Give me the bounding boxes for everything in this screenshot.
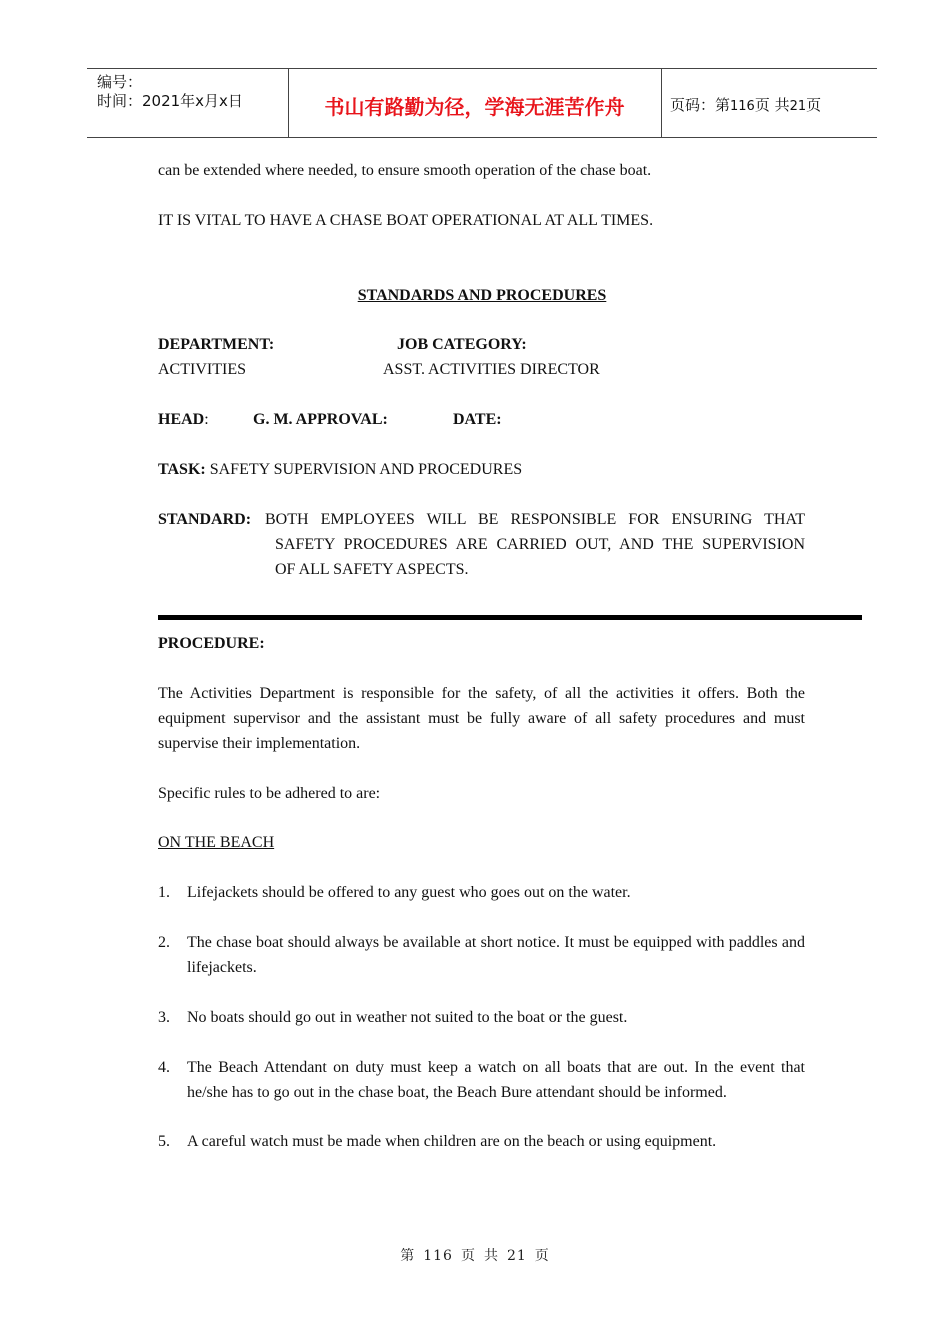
time-label: 时间：2021年x月x日	[97, 92, 243, 110]
head-colon: :	[204, 411, 209, 428]
footer-di: 第	[400, 1248, 416, 1264]
procedure-paragraph: The Activities Department is responsible for the safety, of all the activities it offers. Both the equipment supervisor and the assistant must be fully aware of all safety procedures and must supervise their implementation.	[158, 685, 805, 752]
list-item-number: 2.	[158, 934, 170, 951]
page-number: 116	[730, 99, 755, 114]
rules-intro: Specific rules to be adhered to are:	[158, 785, 381, 802]
document-header	[87, 68, 877, 138]
beach-subheading: ON THE BEACH	[158, 834, 275, 851]
serial-label: 编号：	[97, 73, 143, 91]
intro-line-1: can be extended where needed, to ensure smooth operation of the chase boat.	[158, 162, 652, 179]
task-value: SAFETY SUPERVISION AND PROCEDURES	[209, 461, 523, 478]
standard-line-1: BOTH EMPLOYEES WILL BE RESPONSIBLE FOR ENSURING THAT	[265, 511, 805, 528]
header-motto: 书山有路勤为径，学海无涯苦作舟	[324, 95, 625, 119]
section-divider	[158, 615, 862, 620]
standard-label: STANDARD:	[158, 511, 252, 528]
task-label: TASK:	[158, 461, 206, 478]
date-label: DATE:	[453, 411, 502, 428]
list-item-number: 1.	[158, 884, 170, 901]
list-item-number: 4.	[158, 1059, 170, 1076]
footer-ye2: 页	[534, 1248, 550, 1264]
department-value: ACTIVITIES	[158, 361, 246, 378]
list-item-number: 3.	[158, 1009, 170, 1026]
page-mid: 页 共	[754, 96, 790, 114]
header-page-info	[670, 94, 821, 115]
standard-line-2: SAFETY PROCEDURES ARE CARRIED OUT, AND THE SUPERVISION	[275, 536, 805, 553]
head-field	[158, 407, 209, 432]
list-item-text: A careful watch must be made when children are on the beach or using equipment.	[187, 1133, 717, 1150]
head-label: HEAD	[158, 411, 205, 428]
task-field	[158, 457, 522, 482]
list-item-text: The Beach Attendant on duty must keep a watch on all boats that are out. In the event that he/she has to go out in the chase boat, the Beach Bure attendant should be informed.	[187, 1059, 805, 1101]
page-total: 21	[789, 99, 807, 114]
page-footer	[0, 1245, 950, 1265]
list-item-number: 5.	[158, 1133, 170, 1150]
footer-gong: 共	[483, 1248, 499, 1264]
header-page-cell	[661, 69, 877, 137]
footer-total: 21	[506, 1248, 527, 1264]
department-label: DEPARTMENT:	[158, 336, 275, 353]
header-meta-cell	[87, 69, 289, 137]
page-suffix: 页	[806, 96, 822, 114]
page-prefix: 页码：第	[670, 96, 731, 114]
job-category-value: ASST. ACTIVITIES DIRECTOR	[383, 361, 600, 378]
procedure-heading: PROCEDURE:	[158, 635, 265, 652]
header-motto-cell	[288, 69, 662, 137]
standard-line-3: OF ALL SAFETY ASPECTS.	[275, 561, 469, 578]
gm-approval-label: G. M. APPROVAL:	[253, 411, 388, 428]
list-item-text: No boats should go out in weather not suited to the boat or the guest.	[187, 1009, 628, 1026]
section-title: STANDARDS AND PROCEDURES	[357, 287, 607, 304]
job-category-label: JOB CATEGORY:	[397, 336, 527, 353]
footer-page: 116	[423, 1248, 453, 1264]
list-item-text: The chase boat should always be available at short notice. It must be equipped with paddles and lifejackets.	[187, 934, 805, 976]
footer-ye: 页	[460, 1248, 476, 1264]
intro-line-2: IT IS VITAL TO HAVE A CHASE BOAT OPERATIONAL AT ALL TIMES.	[158, 212, 654, 229]
list-item-text: Lifejackets should be offered to any guest who goes out on the water.	[187, 884, 631, 901]
